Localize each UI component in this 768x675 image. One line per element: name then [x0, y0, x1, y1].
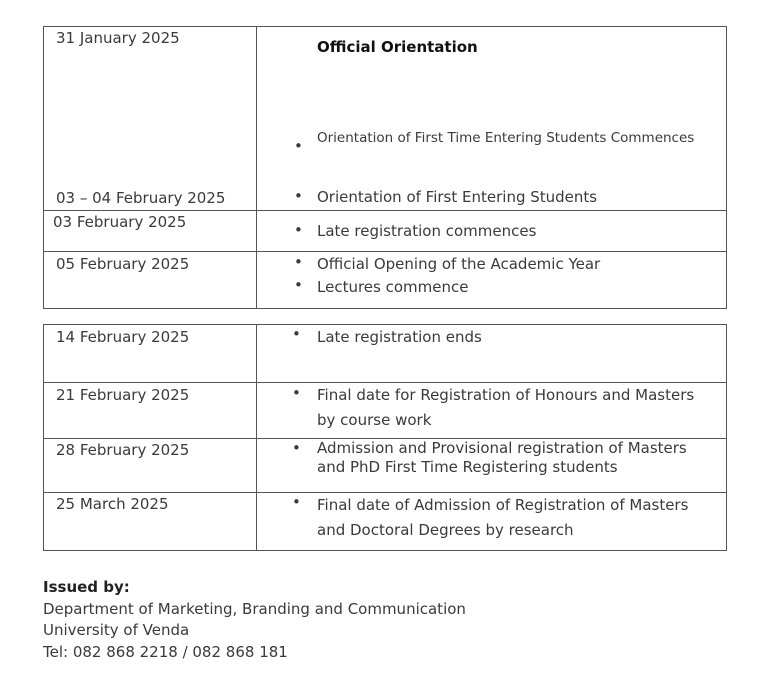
list-item: Late registration commences — [317, 222, 537, 240]
date-cell: 31 January 2025 — [56, 29, 180, 47]
calendar-table-1 — [43, 26, 727, 309]
bullet-icon: • — [294, 187, 303, 205]
table-row — [44, 251, 726, 308]
bullet-icon: • — [292, 493, 301, 511]
list-item: Official Opening of the Academic Year — [317, 255, 601, 273]
date-cell: 28 February 2025 — [56, 441, 190, 459]
table-row — [44, 382, 726, 438]
list-item: Orientation of First Time Entering Students Commences — [317, 130, 695, 146]
issuer-university: University of Venda — [43, 621, 190, 639]
date-cell: 05 February 2025 — [56, 255, 190, 273]
table-row — [44, 27, 726, 210]
table-row — [44, 492, 726, 550]
date-cell: 14 February 2025 — [56, 328, 190, 346]
list-item: Lectures commence — [317, 278, 469, 296]
calendar-table-2 — [43, 324, 727, 551]
list-item: Orientation of First Entering Students — [317, 188, 598, 206]
list-item: Final date of Admission of Registration of Masters and Doctoral Degrees by research — [317, 496, 689, 539]
bullet-icon: • — [292, 384, 301, 402]
list-item: Late registration ends — [317, 328, 482, 346]
table-row — [44, 325, 726, 382]
issuer-department: Department of Marketing, Branding and Communication — [43, 599, 466, 618]
date-cell: 03 February 2025 — [53, 213, 187, 231]
issuer-block — [43, 577, 466, 663]
bullet-icon: • — [294, 221, 303, 239]
date-cell: 25 March 2025 — [56, 495, 169, 513]
date-cell: 21 February 2025 — [56, 386, 190, 404]
date-cell: 03 – 04 February 2025 — [56, 189, 226, 207]
list-item: Admission and Provisional registration of Masters and PhD First Time Registering students — [317, 439, 687, 476]
table-row — [44, 210, 726, 251]
bullet-icon: • — [292, 325, 301, 343]
section-heading: Official Orientation — [317, 38, 478, 56]
issuer-phone: Tel: 082 868 2218 / 082 868 181 — [43, 642, 288, 661]
table-row — [44, 438, 726, 492]
list-item: Final date for Registration of Honours and Masters by course work — [317, 386, 695, 429]
bullet-icon: • — [294, 137, 303, 155]
issuer-label: Issued by: — [43, 578, 130, 596]
bullet-icon: • — [292, 439, 301, 457]
bullet-icon: • — [294, 253, 303, 271]
bullet-icon: • — [294, 276, 303, 294]
